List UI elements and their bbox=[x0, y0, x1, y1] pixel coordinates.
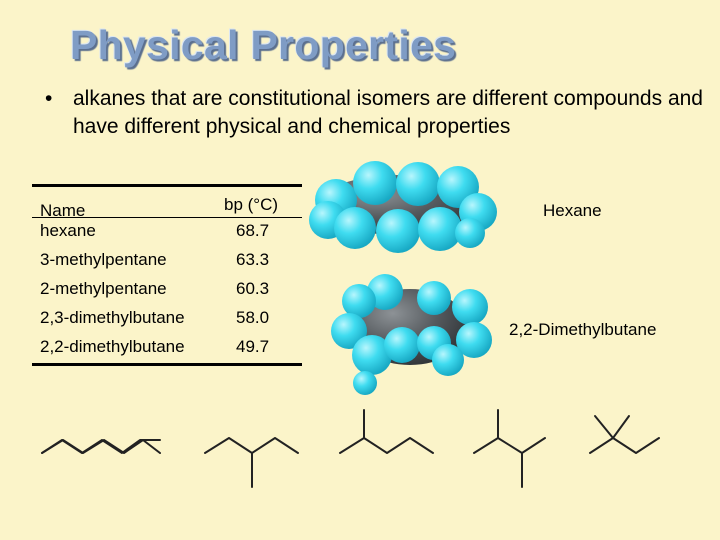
hexane-label: Hexane bbox=[543, 201, 602, 220]
boiling-point: 68.7 bbox=[236, 221, 270, 240]
compound-name: 3-methylpentane bbox=[40, 250, 167, 269]
compound-name: 2-methylpentane bbox=[40, 279, 167, 298]
dimethylbutane-skeletal-structure bbox=[590, 416, 659, 453]
bullet-marker: • bbox=[45, 87, 53, 110]
name-column-header: Name bbox=[40, 201, 86, 220]
methylpentane-skeletal-structure bbox=[205, 438, 298, 487]
compound-name: 2,3-dimethylbutane bbox=[40, 308, 185, 327]
boiling-point: 58.0 bbox=[236, 308, 270, 327]
hexane-skeletal-structure bbox=[42, 440, 160, 453]
page-title: Physical Properties bbox=[70, 22, 457, 68]
bp-column-header: bp (°C) bbox=[224, 195, 279, 214]
boiling-point: 60.3 bbox=[236, 279, 270, 298]
dimethylbutane-label: 2,2-Dimethylbutane bbox=[509, 320, 657, 339]
boiling-point: 49.7 bbox=[236, 337, 270, 356]
dimethylbutane-space-filling-model bbox=[331, 274, 492, 395]
compound-name: 2,2-dimethylbutane bbox=[40, 337, 185, 356]
hexane-space-filling-model bbox=[309, 161, 497, 253]
compound-name: hexane bbox=[40, 221, 96, 240]
dimethylbutane-skeletal-structure bbox=[474, 410, 545, 487]
boiling-point: 63.3 bbox=[236, 250, 270, 269]
bullet-text: alkanes that are constitutional isomers are different compounds and have different physical and chemical properties bbox=[73, 87, 703, 138]
methylpentane-skeletal-structure bbox=[340, 410, 433, 453]
